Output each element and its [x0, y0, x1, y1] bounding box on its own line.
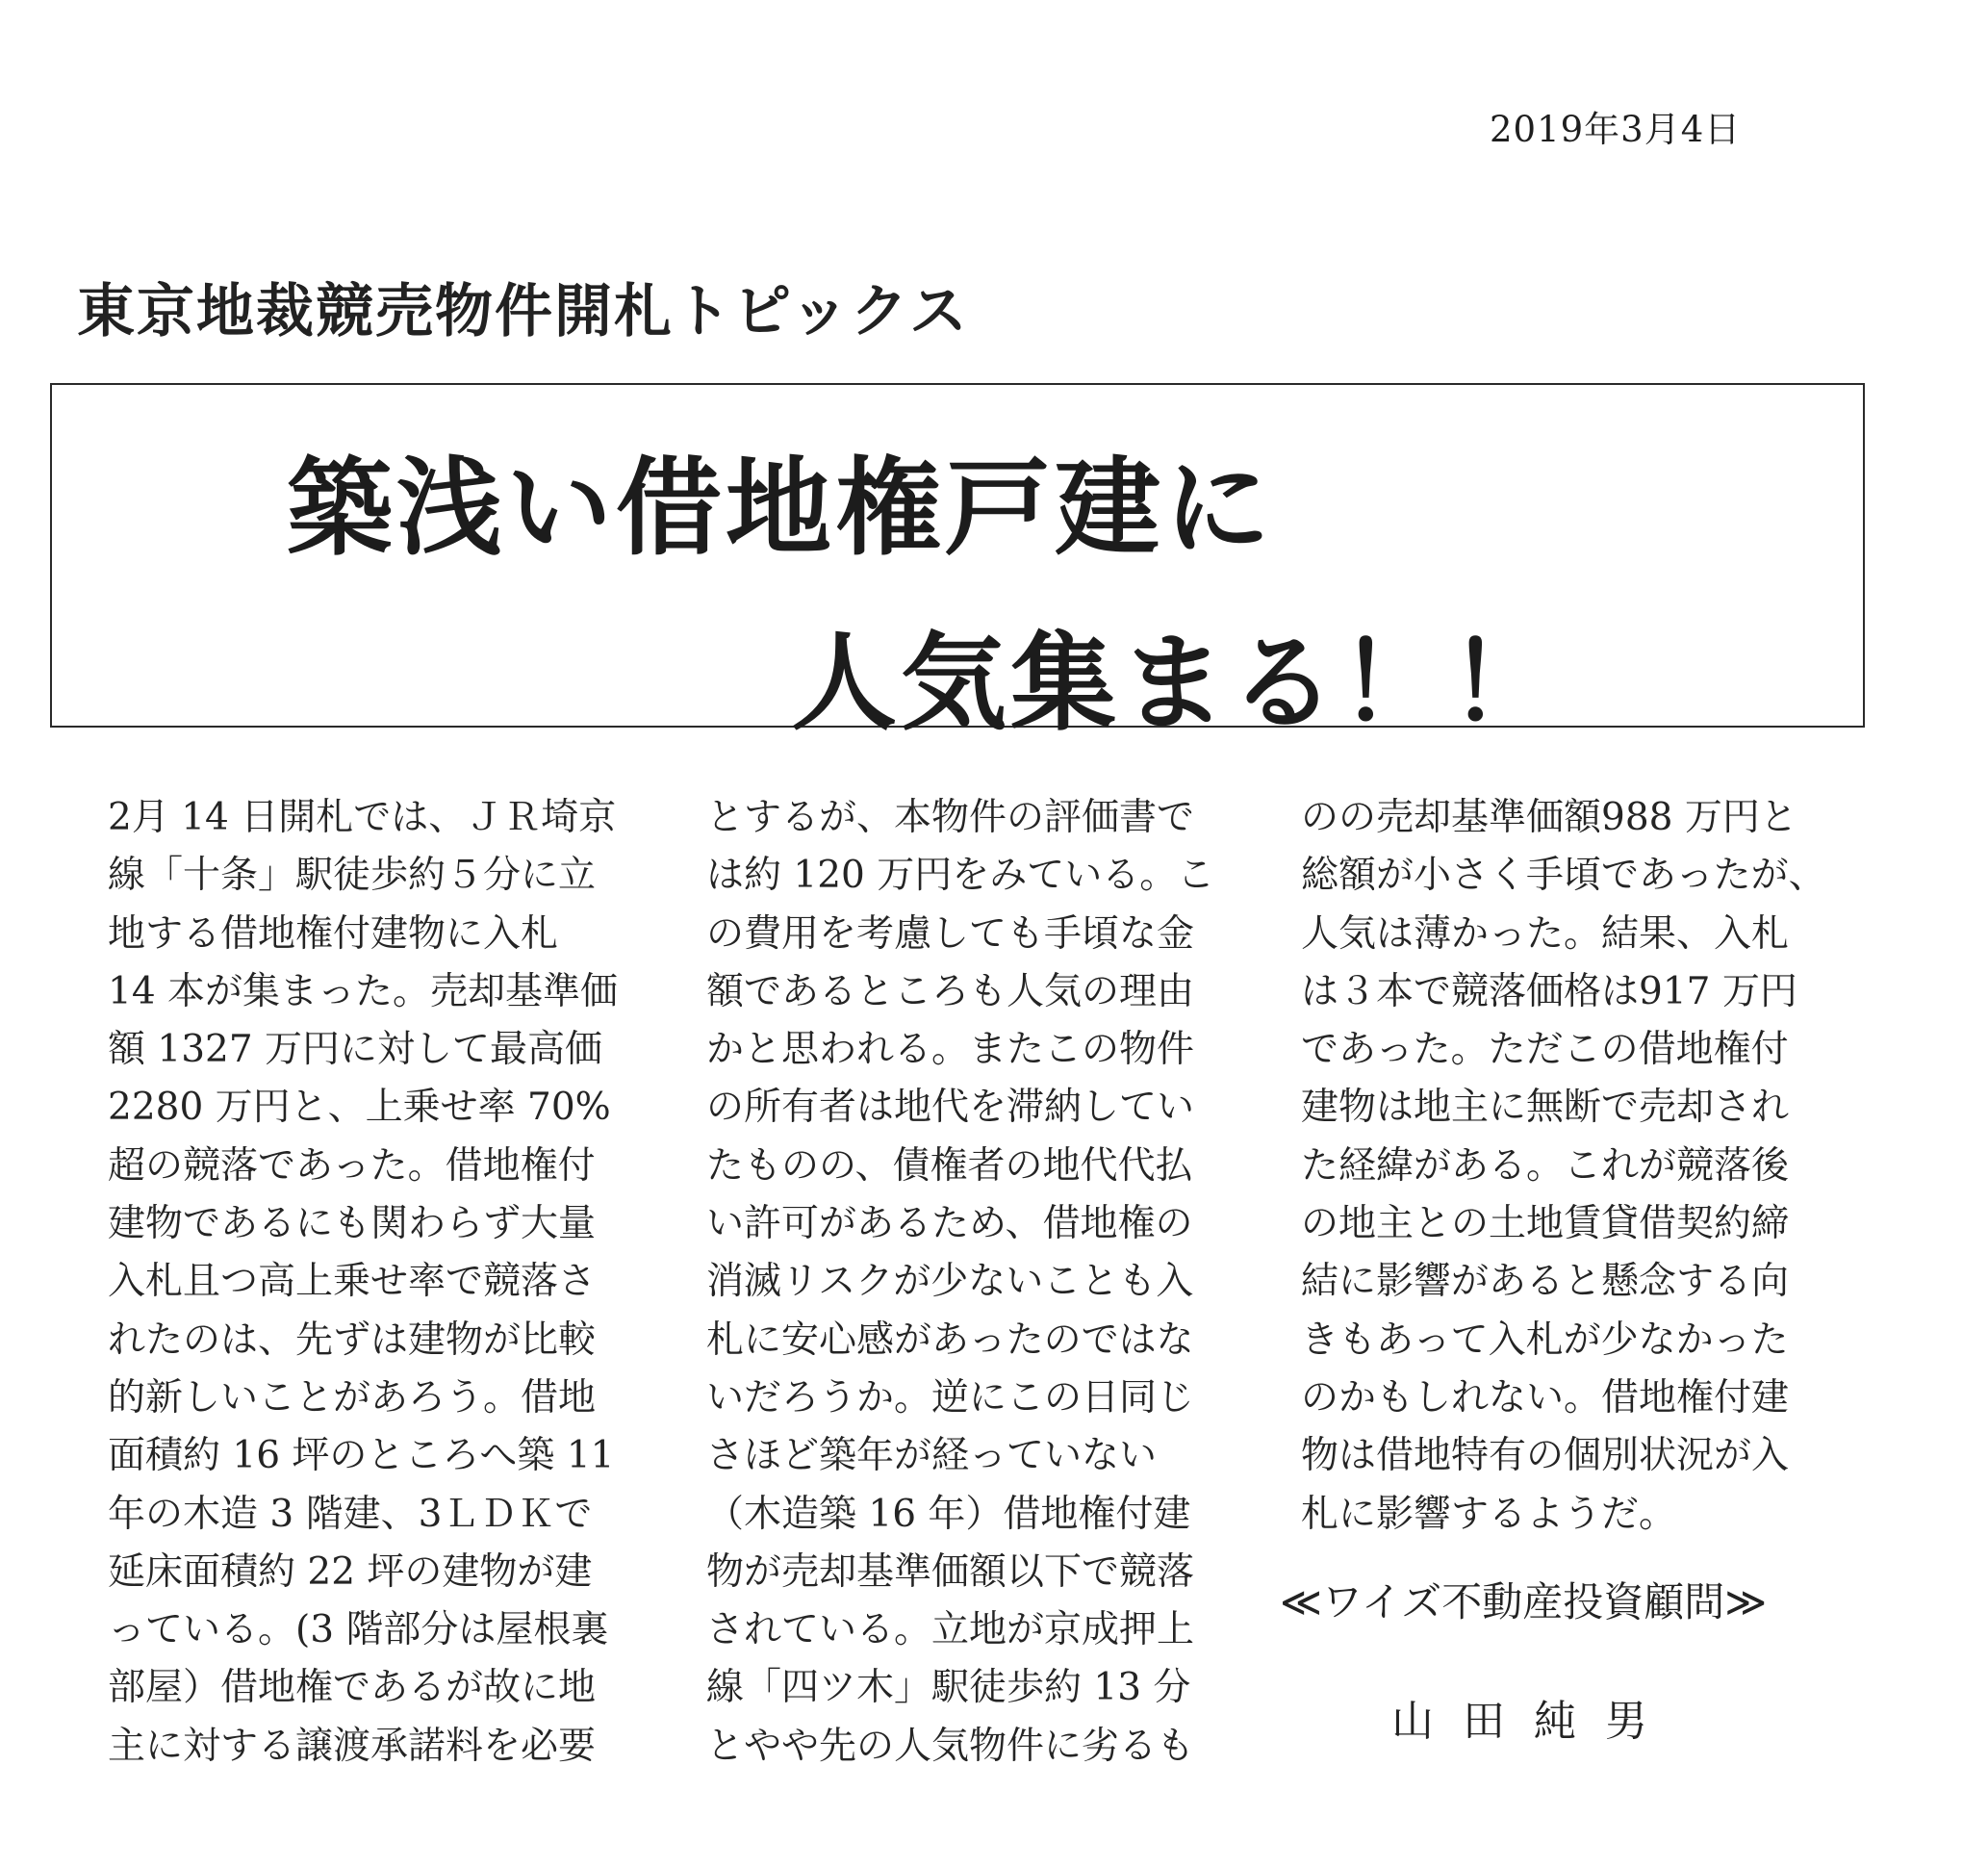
article-line: かと思われる。またこの物件 — [706, 1028, 1195, 1072]
article-line: とやや先の人気物件に劣るも — [706, 1724, 1195, 1768]
article-line: されている。立地が京成押上 — [706, 1608, 1195, 1652]
article-line: 2月 14 日開札では、ＪＲ埼京 — [108, 796, 617, 839]
article-line: の費用を考慮しても手頃な金 — [706, 911, 1195, 956]
article-line: の地主との土地賃貸借契約締 — [1301, 1202, 1790, 1246]
article-line: 的新しいことがあろう。借地 — [108, 1375, 597, 1420]
article-line: 延床面積約 22 坪の建物が建 — [108, 1549, 593, 1594]
article-line: 2280 万円と、上乗せ率 70% — [108, 1086, 611, 1130]
article-line: 額 1327 万円に対して最高価 — [108, 1028, 603, 1072]
article-line: 面積約 16 坪のところへ築 11 — [108, 1434, 615, 1478]
article-line: 額であるところも人気の理由 — [706, 969, 1195, 1013]
article-line: （木造築 16 年）借地権付建 — [706, 1492, 1191, 1536]
article-line: は約 120 万円をみている。こ — [706, 854, 1215, 898]
article-line: は３本で競落価格は917 万円 — [1301, 969, 1797, 1013]
article-line: れたのは、先ずは建物が比較 — [108, 1318, 597, 1362]
article-line: 超の競落であった。借地権付 — [108, 1143, 596, 1188]
series-title: 東京地裁競売物件開札トピックス — [77, 278, 969, 345]
article-line: 物は借地特有の個別状況が入 — [1301, 1434, 1790, 1478]
article-line: きもあって入札が少なかった — [1301, 1318, 1789, 1362]
article-line: 14 本が集まった。売却基準価 — [108, 969, 619, 1013]
article-line: 建物であるにも関わらず大量 — [108, 1202, 597, 1246]
article-line: いだろうか。逆にこの日同じ — [706, 1375, 1195, 1420]
article-line: 札に影響するようだ。 — [1301, 1492, 1677, 1536]
article-line: 結に影響があると懸念する向 — [1301, 1260, 1790, 1304]
article-line: 総額が小さく手頃であったが、 — [1301, 854, 1826, 898]
article-line: 札に安心感があったのではな — [706, 1318, 1194, 1362]
article-line: たものの、債権者の地代代払 — [706, 1143, 1193, 1188]
article-line: とするが、本物件の評価書で — [706, 796, 1195, 839]
article-date: 2019年3月4日 — [1490, 109, 1742, 150]
article-line: 地する借地権付建物に入札 — [108, 911, 559, 956]
article-line: のの売却基準価額988 万円と — [1301, 796, 1797, 839]
article-line: であった。ただこの借地権付 — [1301, 1028, 1789, 1072]
article-line: 線「四ツ木」駅徒歩約 13 分 — [706, 1666, 1191, 1710]
article-line: 物が売却基準価額以下で競落 — [706, 1549, 1195, 1594]
article-line: のかもしれない。借地権付建 — [1301, 1375, 1790, 1420]
article-line: た経緯がある。これが競落後 — [1301, 1143, 1790, 1188]
article-line: 人気は薄かった。結果、入札 — [1301, 911, 1790, 956]
article-line: 年の木造 3 階建、3ＬＤＫで — [108, 1492, 593, 1536]
company-name: ≪ワイズ不動産投資顧問≫ — [1280, 1578, 1768, 1625]
article-column-3 — [1301, 789, 1826, 1544]
article-line: 消滅リスクが少ないことも入 — [706, 1260, 1194, 1304]
headline-line-2: 人気集まる！！ — [791, 622, 1559, 745]
article-line: 線「十条」駅徒歩約５分に立 — [108, 854, 597, 898]
article-column-2 — [706, 789, 1226, 1776]
headline-line-1: 築浅い借地権戸建に — [287, 447, 1274, 570]
article-line: 部屋）借地権であるが故に地 — [108, 1666, 597, 1710]
article-line: 入札且つ高上乗せ率で競落さ — [108, 1260, 597, 1304]
author-name: 山田純男 — [1391, 1697, 1676, 1746]
article-column-1 — [108, 789, 627, 1776]
headline-box — [50, 383, 1865, 745]
article-line: の所有者は地代を滞納してい — [706, 1086, 1195, 1130]
article-line: 主に対する譲渡承諾料を必要 — [108, 1724, 597, 1768]
article-line: さほど築年が経っていない — [706, 1434, 1158, 1478]
article-line: 建物は地主に無断で売却され — [1301, 1086, 1790, 1130]
article-line: っている。(3 階部分は屋根裏 — [108, 1608, 609, 1652]
article-line: い許可があるため、借地権の — [706, 1202, 1193, 1246]
